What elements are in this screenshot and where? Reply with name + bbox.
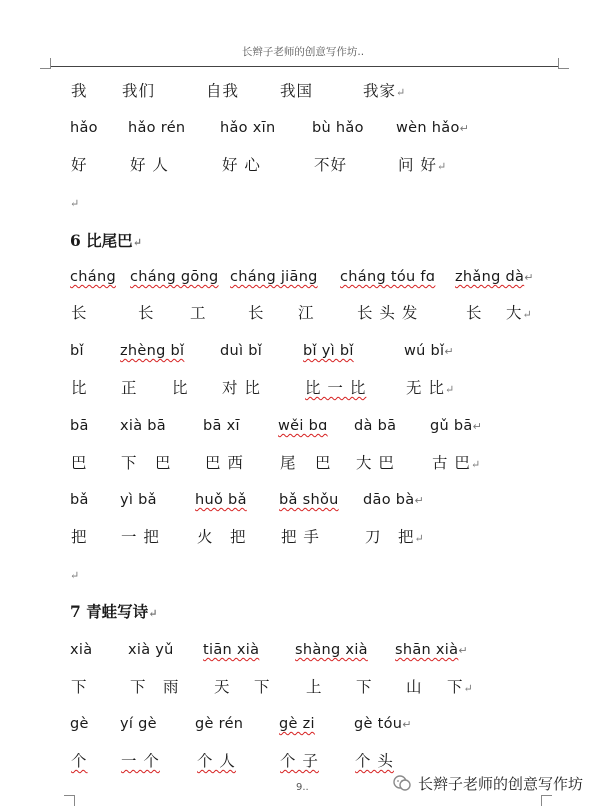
word-text: 尾: [280, 454, 297, 472]
pinyin-word: [70, 266, 116, 288]
hanzi-word: [197, 526, 214, 548]
pinyin-word: [70, 489, 89, 511]
hanzi-word: [71, 377, 88, 399]
pinyin-word: [128, 639, 174, 661]
heading-text: [70, 230, 142, 254]
hanzi-word: [398, 154, 447, 178]
hanzi-word: [130, 676, 147, 698]
hanzi-word: [206, 80, 239, 102]
word-text: zhèng bǐ: [120, 343, 185, 359]
word-text: hǎo rén: [128, 120, 186, 136]
word-text: 下: [254, 678, 271, 696]
hanzi-word: [315, 452, 332, 474]
hanzi-row: [0, 526, 606, 550]
hanzi-word: [130, 154, 169, 176]
hanzi-row: [0, 154, 606, 178]
hanzi-word: [155, 452, 172, 474]
word-text: 雨: [163, 678, 180, 696]
word-text: bǐ yì bǐ: [303, 343, 354, 359]
hanzi-word: [71, 750, 88, 772]
hanzi-word: [281, 526, 320, 548]
pinyin-word: [203, 639, 259, 661]
word-text: 个 头: [355, 752, 394, 770]
hanzi-word: [138, 302, 155, 324]
word-text: 下: [130, 678, 147, 696]
paragraph-mark: ↵: [414, 494, 424, 507]
hanzi-word: [466, 302, 483, 324]
word-text: 一 个: [121, 752, 160, 770]
hanzi-word: [163, 676, 180, 698]
word-text: 问 好: [398, 156, 437, 174]
pinyin-word: [354, 713, 412, 736]
hanzi-word: [205, 452, 244, 474]
word-text: tiān xià: [203, 642, 260, 658]
pinyin-word: [220, 117, 275, 139]
word-text: 火: [197, 528, 214, 546]
heading-text: [70, 601, 157, 625]
empty-paragraph: [0, 565, 606, 589]
word-text: wèn hǎo: [396, 120, 460, 136]
word-text: 好 人: [130, 156, 169, 174]
word-text: 不好: [314, 156, 348, 174]
word-text: 山: [406, 678, 423, 696]
word-text: 我: [71, 82, 88, 100]
pinyin-word: [70, 340, 84, 362]
word-text: 把: [398, 528, 415, 546]
pinyin-word: [120, 340, 184, 362]
pinyin-word: [128, 117, 185, 139]
word-text: hǎo xīn: [220, 120, 276, 136]
word-text: 下: [71, 678, 88, 696]
hanzi-word: [356, 452, 395, 474]
margin-corner-top-left: [40, 58, 51, 69]
header-rule: [50, 66, 558, 67]
pinyin-word: [430, 415, 482, 438]
hanzi-word: [121, 750, 160, 772]
word-text: 无 比: [406, 379, 445, 397]
word-text: 6 比尾巴: [70, 231, 133, 250]
pinyin-word: [203, 415, 240, 437]
pinyin-word: [70, 713, 89, 735]
word-text: 我国: [280, 82, 314, 100]
margin-corner-bottom-left: [64, 795, 75, 806]
hanzi-word: [305, 377, 366, 399]
word-text: 把 手: [281, 528, 320, 546]
hanzi-word: [71, 452, 88, 474]
word-text: 长: [71, 304, 88, 322]
word-text: 比 一 比: [305, 379, 367, 397]
word-text: 好 心: [222, 156, 261, 174]
watermark: [392, 772, 583, 794]
word-text: 个: [71, 752, 88, 770]
word-text: 大: [506, 304, 523, 322]
hanzi-word: [357, 302, 418, 324]
hanzi-word: [222, 377, 261, 399]
page-header: 长辫子老师的创意写作坊..: [241, 46, 365, 58]
word-text: 个 人: [197, 752, 236, 770]
word-text: 比: [71, 379, 88, 397]
word-text: 下: [447, 678, 464, 696]
wechat-official-account-icon: [392, 773, 412, 793]
word-text: wú bǐ: [404, 343, 445, 359]
word-text: 正: [121, 379, 138, 397]
word-text: duì bǐ: [220, 343, 263, 359]
paragraph-mark: ↵: [444, 383, 456, 396]
pinyin-word: [303, 340, 354, 362]
hanzi-word: [363, 80, 406, 104]
word-text: 巴: [71, 454, 88, 472]
pinyin-word: [130, 266, 219, 288]
paragraph-mark: ↵: [70, 569, 80, 582]
pinyin-word: [295, 639, 368, 661]
word-text: 巴: [315, 454, 332, 472]
hanzi-row: [0, 750, 606, 774]
paragraph-mark: ↵: [148, 607, 158, 620]
pinyin-word: [120, 489, 157, 511]
pinyin-row: [0, 117, 606, 141]
hanzi-word: [306, 676, 323, 698]
hanzi-word: [71, 154, 88, 176]
word-text: 江: [298, 304, 315, 322]
pinyin-word: [395, 639, 468, 662]
word-text: bā xī: [203, 418, 240, 434]
word-text: 我们: [122, 82, 156, 100]
word-text: cháng gōng: [130, 269, 219, 285]
hanzi-row: [0, 302, 606, 326]
word-text: 一 把: [121, 528, 160, 546]
hanzi-word: [121, 377, 138, 399]
word-text: 7 青蛙写诗: [70, 602, 149, 621]
word-text: bǐ: [70, 343, 84, 359]
word-text: 把: [71, 528, 88, 546]
word-text: 把: [230, 528, 247, 546]
hanzi-word: [121, 526, 160, 548]
hanzi-word: [447, 676, 474, 700]
word-text: cháng: [70, 269, 116, 285]
word-text: 对 比: [222, 379, 261, 397]
paragraph-mark: ↵: [459, 122, 470, 135]
hanzi-word: [122, 80, 155, 102]
word-text: 长 头 发: [357, 304, 419, 322]
hanzi-word: [432, 452, 481, 476]
word-text: shàng xià: [295, 642, 368, 658]
pinyin-word: [195, 713, 243, 735]
word-text: 长: [248, 304, 265, 322]
lesson-heading: [0, 601, 606, 625]
paragraph-mark: ↵: [396, 86, 407, 99]
pinyin-row: [0, 489, 606, 513]
hanzi-word: [71, 80, 88, 102]
margin-corner-bottom-right: [541, 795, 552, 806]
hanzi-word: [230, 526, 247, 548]
word-text: hǎo: [70, 120, 98, 136]
hanzi-word: [71, 526, 88, 548]
word-text: 比: [172, 379, 189, 397]
hanzi-word: [71, 302, 88, 324]
hanzi-word: [406, 676, 423, 698]
word-text: 自我: [206, 82, 240, 100]
paragraph-mark: ↵: [524, 271, 534, 284]
word-text: 刀: [365, 528, 382, 546]
word-text: 我家: [363, 82, 397, 100]
pinyin-word: [278, 415, 328, 437]
hanzi-row: [0, 452, 606, 476]
paragraph-mark: ↵: [132, 236, 142, 249]
word-text: wěi bɑ: [278, 418, 328, 434]
pinyin-word: [279, 489, 339, 511]
paragraph-mark: ↵: [522, 308, 533, 321]
hanzi-word: [222, 154, 261, 176]
hanzi-word: [280, 80, 313, 102]
pinyin-word: [354, 415, 396, 437]
hanzi-word: [298, 302, 315, 324]
lesson-heading: [0, 230, 606, 254]
pinyin-word: [195, 489, 247, 511]
paragraph-mark: ↵: [470, 458, 482, 471]
pinyin-word: [455, 266, 534, 289]
word-text: shān xià: [395, 642, 459, 658]
hanzi-word: [190, 302, 207, 324]
paragraph-mark: ↵: [436, 160, 448, 173]
paragraph-mark: ↵: [458, 644, 468, 657]
word-text: xià bā: [120, 418, 166, 434]
word-text: 长: [466, 304, 483, 322]
word-text: xià yǔ: [128, 642, 174, 658]
hanzi-word: [172, 377, 189, 399]
word-text: gǔ bā: [430, 418, 473, 434]
paragraph-mark: ↵: [414, 532, 425, 545]
paragraph-mark: ↵: [472, 420, 483, 433]
word-text: gè rén: [195, 716, 244, 732]
word-text: 上: [306, 678, 323, 696]
word-text: 古 巴: [432, 454, 471, 472]
pinyin-word: [340, 266, 435, 288]
word-text: dà bā: [354, 418, 397, 434]
pinyin-row: [0, 639, 606, 663]
word-text: 长: [138, 304, 155, 322]
word-text: bǎ: [70, 492, 89, 508]
word-text: 巴 西: [205, 454, 244, 472]
hanzi-word: [71, 676, 88, 698]
pinyin-word: [120, 713, 157, 735]
hanzi-word: [365, 526, 382, 548]
hanzi-row: [0, 377, 606, 401]
paragraph-mark: ↵: [444, 345, 454, 358]
paragraph-mark: ↵: [402, 718, 412, 731]
word-text: 巴: [155, 454, 172, 472]
word-text: 下: [121, 454, 138, 472]
hanzi-word: [214, 676, 231, 698]
word-text: yì bǎ: [120, 492, 157, 508]
pinyin-word: [363, 489, 424, 512]
word-text: 下: [356, 678, 373, 696]
word-text: gè: [70, 716, 89, 732]
word-text: gè zi: [279, 716, 315, 732]
hanzi-word: [406, 377, 455, 401]
paragraph-mark: ↵: [463, 682, 474, 695]
hanzi-word: [314, 154, 347, 176]
pinyin-word: [70, 639, 92, 661]
hanzi-row: [0, 80, 606, 104]
hanzi-row: [0, 676, 606, 700]
pinyin-row: [0, 713, 606, 737]
word-text: 大 巴: [356, 454, 395, 472]
watermark-text: 长辫子老师的创意写作坊: [418, 774, 584, 793]
hanzi-word: [506, 302, 533, 326]
empty-paragraph: [0, 193, 606, 217]
word-text: dāo bà: [363, 492, 415, 508]
pinyin-word: [312, 117, 364, 139]
hanzi-word: [197, 750, 236, 772]
pinyin-word: [220, 340, 262, 362]
word-text: huǒ bǎ: [195, 492, 247, 508]
pinyin-word: [70, 415, 89, 437]
paragraph-mark: ↵: [70, 197, 80, 210]
word-text: 天: [214, 678, 231, 696]
word-text: zhǎng dà: [455, 269, 525, 285]
word-text: cháng tóu fɑ: [340, 269, 436, 285]
hanzi-word: [355, 750, 394, 772]
hanzi-word: [254, 676, 271, 698]
hanzi-word: [280, 750, 319, 772]
pinyin-word: [396, 117, 469, 140]
word-text: cháng jiāng: [230, 269, 318, 285]
pinyin-word: [279, 713, 315, 735]
hanzi-word: [280, 452, 297, 474]
word-text: 好: [71, 156, 88, 174]
pinyin-word: [404, 340, 454, 363]
hanzi-word: [398, 526, 425, 550]
word-text: bǎ shǒu: [279, 492, 339, 508]
word-text: yí gè: [120, 716, 157, 732]
pinyin-word: [120, 415, 166, 437]
hanzi-word: [356, 676, 373, 698]
pinyin-row: [0, 340, 606, 364]
hanzi-word: [248, 302, 265, 324]
margin-corner-top-right: [558, 58, 569, 69]
pinyin-word: [230, 266, 318, 288]
word-text: xià: [70, 642, 93, 658]
word-text: 工: [190, 304, 207, 322]
hanzi-word: [121, 452, 138, 474]
pinyin-row: [0, 415, 606, 439]
word-text: bā: [70, 418, 89, 434]
pinyin-word: [70, 117, 98, 139]
pinyin-row: [0, 266, 606, 290]
word-text: gè tóu: [354, 716, 403, 732]
page-number: 9..: [296, 782, 309, 793]
word-text: bù hǎo: [312, 120, 364, 136]
word-text: 个 子: [280, 752, 319, 770]
